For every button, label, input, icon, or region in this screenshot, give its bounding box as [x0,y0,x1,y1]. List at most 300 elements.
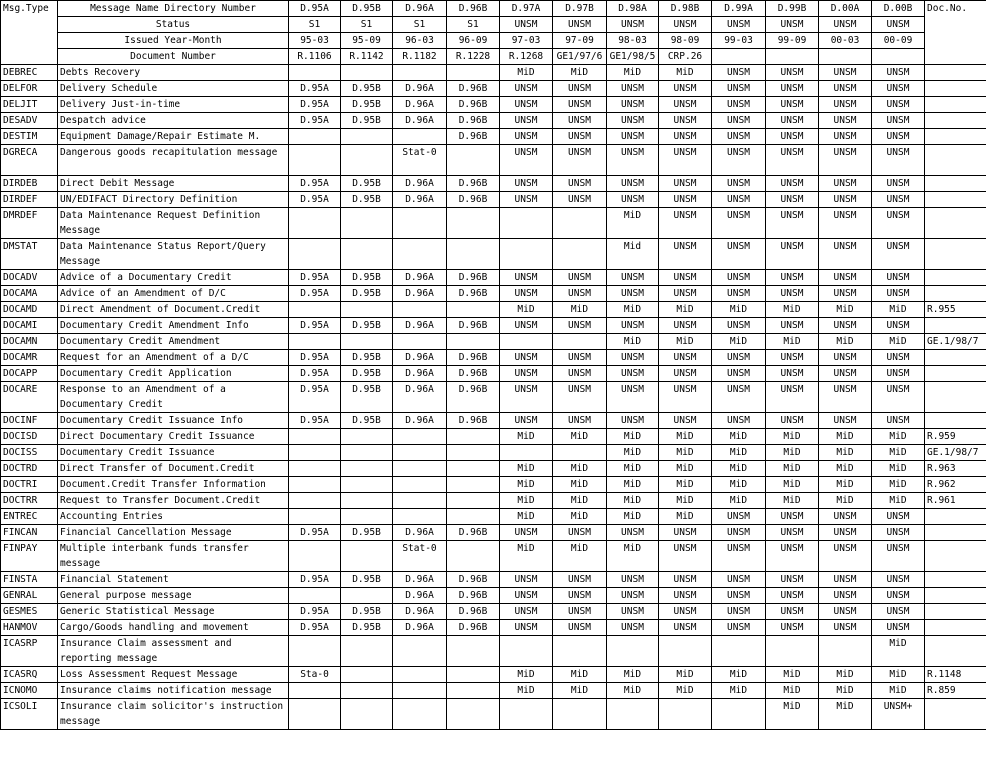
status-cell [447,509,500,525]
status-cell: UNSM [872,192,925,208]
status-cell: UNSM [712,239,766,270]
status-cell [393,667,447,683]
status-cell: UNSM [659,620,712,636]
status-cell: MiD [607,208,659,239]
status-cell: UNSM [659,525,712,541]
status-cell: UNSM [500,525,553,541]
status-cell: MiD [500,493,553,509]
status-cell: UNSM [766,509,819,525]
status-cell: UNSM [872,541,925,572]
header-cell: 98-03 [607,33,659,49]
status-cell: MiD [819,493,872,509]
status-cell [500,334,553,350]
status-cell [447,541,500,572]
status-cell: UNSM [607,604,659,620]
status-cell: UNSM [819,176,872,192]
msg-type-cell: GESMES [1,604,58,620]
table-row [1,572,986,588]
table-row [1,97,986,113]
status-cell: D.95A [289,286,341,302]
status-cell: MiD [872,461,925,477]
status-cell: UNSM [712,192,766,208]
status-cell: UNSM [659,239,712,270]
status-cell: UNSM [819,129,872,145]
status-cell: D.96A [393,286,447,302]
status-cell: D.95B [341,192,393,208]
status-cell: D.96B [447,270,500,286]
status-cell: UNSM [712,541,766,572]
status-cell: UNSM [607,525,659,541]
status-cell [712,699,766,730]
status-cell: UNSM [712,286,766,302]
table-row [1,366,986,382]
status-cell [289,477,341,493]
status-cell: MiD [819,334,872,350]
doc-no-cell [925,572,986,588]
status-cell [447,302,500,318]
status-cell: UNSM [607,572,659,588]
status-cell: UNSM [819,604,872,620]
status-cell: UNSM [659,604,712,620]
status-cell [341,683,393,699]
msg-type-cell: FINCAN [1,525,58,541]
status-cell: UNSM [500,145,553,176]
status-cell: D.95B [341,113,393,129]
status-cell: UNSM [766,192,819,208]
status-cell: UNSM [553,604,607,620]
status-cell: D.95A [289,318,341,334]
header-cell: 98-09 [659,33,712,49]
status-cell: UNSM [659,413,712,429]
header-cell: GE1/97/6 [553,49,607,65]
status-cell [447,445,500,461]
status-cell: D.96A [393,270,447,286]
status-cell: UNSM [819,525,872,541]
status-cell: UNSM [500,382,553,413]
status-cell: MiD [553,461,607,477]
status-cell: UNSM [553,270,607,286]
msg-type-cell: DOCTRI [1,477,58,493]
status-cell: MiD [553,493,607,509]
status-cell [553,208,607,239]
status-cell: MiD [500,461,553,477]
status-cell: UNSM [659,382,712,413]
status-cell: MiD [659,683,712,699]
status-cell: UNSM [712,145,766,176]
status-cell: D.95B [341,366,393,382]
message-name-cell: Cargo/Goods handling and movement [58,620,289,636]
status-cell: D.96A [393,604,447,620]
header-cell: 97-03 [500,33,553,49]
header-cell: 99-09 [766,33,819,49]
status-cell: MiD [819,461,872,477]
msg-type-cell: DESTIM [1,129,58,145]
message-name-cell: Direct Transfer of Document.Credit [58,461,289,477]
doc-no-cell [925,525,986,541]
status-cell [393,239,447,270]
table-row [1,636,986,667]
status-cell: UNSM [659,270,712,286]
status-cell: D.96B [447,350,500,366]
status-cell [341,208,393,239]
header-cell: D.00A [819,1,872,17]
status-cell: UNSM [872,413,925,429]
message-name-cell: Generic Statistical Message [58,604,289,620]
status-cell [289,334,341,350]
status-cell: D.95B [341,350,393,366]
status-cell: MiD [500,302,553,318]
status-cell [393,302,447,318]
message-name-cell: Despatch advice [58,113,289,129]
status-cell: D.96B [447,604,500,620]
message-name-cell: Response to an Amendment of a Documentary Credit [58,382,289,413]
status-cell: UNSM [659,81,712,97]
status-cell: D.96A [393,366,447,382]
status-cell: MiD [607,445,659,461]
table-row [1,477,986,493]
status-cell [393,429,447,445]
status-cell: D.96A [393,176,447,192]
header-cell: R.1106 [289,49,341,65]
message-name-cell: Documentary Credit Issuance [58,445,289,461]
status-cell [447,683,500,699]
status-cell: MiD [819,429,872,445]
status-cell: UNSM [872,588,925,604]
status-cell: MiD [500,429,553,445]
message-name-cell: Documentary Credit Amendment [58,334,289,350]
status-cell: UNSM [607,413,659,429]
status-cell: UNSM [766,208,819,239]
status-cell [500,699,553,730]
status-cell [553,445,607,461]
status-cell: MiD [659,445,712,461]
header-cell: UNSM [872,17,925,33]
status-cell: UNSM [819,65,872,81]
status-cell: UNSM [766,350,819,366]
status-cell: D.96B [447,286,500,302]
status-cell: MiD [553,429,607,445]
status-cell: D.96A [393,588,447,604]
doc-no-cell [925,541,986,572]
status-cell: D.95A [289,525,341,541]
status-cell [447,636,500,667]
status-cell: MiD [607,65,659,81]
status-cell: UNSM [712,270,766,286]
status-cell [447,334,500,350]
status-cell: D.96B [447,318,500,334]
status-cell: UNSM [819,509,872,525]
status-cell: UNSM [500,604,553,620]
message-name-cell: Insurance claims notification message [58,683,289,699]
status-cell [341,65,393,81]
status-cell: D.95A [289,366,341,382]
status-cell: UNSM [500,192,553,208]
status-cell: UNSM [659,208,712,239]
status-cell [607,699,659,730]
status-cell: MiD [712,461,766,477]
table-row [1,604,986,620]
status-cell [289,636,341,667]
status-cell [289,683,341,699]
msg-type-cell: ICASRP [1,636,58,667]
status-cell: UNSM [872,620,925,636]
status-cell: MiD [712,683,766,699]
status-cell: MiD [766,699,819,730]
status-cell: UNSM [819,572,872,588]
status-cell [341,541,393,572]
status-cell [659,699,712,730]
header-cell: UNSM [766,17,819,33]
status-cell: UNSM [766,604,819,620]
status-cell [289,208,341,239]
msg-type-cell: GENRAL [1,588,58,604]
status-cell [393,683,447,699]
header-cell: 00-09 [872,33,925,49]
header-row [1,49,986,65]
status-cell: MiD [607,302,659,318]
table-row [1,588,986,604]
header-row-label: Status [58,17,289,33]
status-cell [393,208,447,239]
doc-no-cell: R.963 [925,461,986,477]
status-cell: UNSM [659,286,712,302]
status-cell: MiD [712,493,766,509]
status-cell: MiD [659,65,712,81]
header-cell: D.96A [393,1,447,17]
msg-type-cell: DOCTRD [1,461,58,477]
header-cell: 96-09 [447,33,500,49]
status-cell: UNSM [766,239,819,270]
doc-no-cell: R.962 [925,477,986,493]
status-cell: MiD [766,302,819,318]
status-cell: UNSM [819,81,872,97]
status-cell: UNSM [872,129,925,145]
status-cell: D.95A [289,382,341,413]
status-cell: MiD [553,509,607,525]
msg-type-cell: DMRDEF [1,208,58,239]
header-cell: D.95B [341,1,393,17]
status-cell [393,65,447,81]
status-cell [341,445,393,461]
msg-type-cell: DIRDEF [1,192,58,208]
status-cell: MiD [659,461,712,477]
header-cell: D.96B [447,1,500,17]
message-name-cell: Debts Recovery [58,65,289,81]
status-cell: UNSM [819,541,872,572]
header-cell: UNSM [500,17,553,33]
status-cell [289,239,341,270]
table-row [1,509,986,525]
doc-no-cell [925,176,986,192]
header-cell: UNSM [659,17,712,33]
header-cell: 99-03 [712,33,766,49]
status-cell [341,699,393,730]
status-cell: UNSM [553,145,607,176]
status-cell: UNSM [712,604,766,620]
header-cell: 95-03 [289,33,341,49]
status-cell: MiD [500,541,553,572]
msg-type-cell: DOCINF [1,413,58,429]
msg-type-cell: DOCTRR [1,493,58,509]
status-cell: UNSM [553,129,607,145]
status-cell: MiD [766,429,819,445]
table-row [1,208,986,239]
header-cell: UNSM [607,17,659,33]
doc-no-cell [925,413,986,429]
status-cell: UNSM [607,350,659,366]
msg-type-cell: DIRDEB [1,176,58,192]
status-cell: MiD [607,667,659,683]
status-cell: MiD [819,302,872,318]
status-cell: UNSM [766,541,819,572]
status-cell: MiD [607,334,659,350]
status-cell: UNSM [553,350,607,366]
status-cell: D.96A [393,413,447,429]
status-cell: MiD [607,477,659,493]
status-cell [553,636,607,667]
status-cell: UNSM [712,350,766,366]
status-cell: UNSM [819,286,872,302]
table-row [1,493,986,509]
message-name-cell: Request for an Amendment of a D/C [58,350,289,366]
message-name-cell: Document.Credit Transfer Information [58,477,289,493]
status-cell: UNSM [607,588,659,604]
status-cell: UNSM [819,97,872,113]
status-cell: MiD [819,445,872,461]
header-cell: R.1182 [393,49,447,65]
msg-type-cell: ICSOLI [1,699,58,730]
doc-no-cell [925,145,986,176]
status-cell [289,129,341,145]
status-cell [393,461,447,477]
status-cell: D.96A [393,81,447,97]
header-cell: R.1228 [447,49,500,65]
status-cell [447,208,500,239]
doc-no-cell [925,382,986,413]
msg-type-cell: DOCAMA [1,286,58,302]
status-cell: MiD [607,493,659,509]
status-cell: UNSM [607,145,659,176]
doc-no-cell [925,699,986,730]
status-cell [447,461,500,477]
status-cell: UNSM [819,192,872,208]
msg-type-cell: DOCARE [1,382,58,413]
status-cell: MiD [766,445,819,461]
status-cell: UNSM [553,572,607,588]
header-cell [766,49,819,65]
status-cell: D.95B [341,620,393,636]
status-cell [341,461,393,477]
status-cell: D.95A [289,572,341,588]
status-cell: UNSM [712,382,766,413]
message-name-cell: Documentary Credit Amendment Info [58,318,289,334]
table-row [1,270,986,286]
doc-no-cell [925,113,986,129]
status-cell [447,493,500,509]
status-cell [553,699,607,730]
status-cell [341,302,393,318]
status-cell [341,429,393,445]
header-cell: D.97B [553,1,607,17]
doc-no-cell: R.859 [925,683,986,699]
status-cell: UNSM [872,350,925,366]
status-cell: UNSM [553,81,607,97]
status-cell: UNSM [872,145,925,176]
status-cell: MiD [553,477,607,493]
status-cell: MiD [607,541,659,572]
status-cell: UNSM [872,270,925,286]
message-name-cell: General purpose message [58,588,289,604]
status-cell [289,699,341,730]
table-row [1,318,986,334]
status-cell: UNSM [607,81,659,97]
status-cell: MiD [872,636,925,667]
status-cell: MiD [607,461,659,477]
status-cell: UNSM [607,286,659,302]
status-cell: MiD [500,65,553,81]
table-row [1,176,986,192]
header-cell: 96-03 [393,33,447,49]
status-cell: D.96A [393,620,447,636]
status-cell [341,493,393,509]
status-cell: UNSM [659,176,712,192]
status-cell: UNSM [553,620,607,636]
status-cell: UNSM [712,525,766,541]
header-cell: 97-09 [553,33,607,49]
status-cell: UNSM [712,318,766,334]
status-cell: Stat-0 [393,541,447,572]
doc-no-cell [925,81,986,97]
message-name-cell: Request to Transfer Document.Credit [58,493,289,509]
status-cell [500,636,553,667]
status-cell: UNSM [553,588,607,604]
status-cell: MiD [712,667,766,683]
message-name-cell: UN/EDIFACT Directory Definition [58,192,289,208]
status-cell: UNSM [607,382,659,413]
status-cell: MiD [500,477,553,493]
status-cell: UNSM [607,97,659,113]
status-cell: UNSM [607,113,659,129]
status-cell: UNSM [766,81,819,97]
status-cell: UNSM [500,318,553,334]
doc-no-cell [925,509,986,525]
status-cell [447,477,500,493]
status-cell [341,667,393,683]
doc-no-cell: R.961 [925,493,986,509]
status-cell: D.95B [341,604,393,620]
doc-no-cell [925,129,986,145]
status-cell: D.95A [289,620,341,636]
status-cell: UNSM [553,192,607,208]
message-name-cell: Advice of an Amendment of D/C [58,286,289,302]
msg-type-cell: DOCAPP [1,366,58,382]
status-cell: D.95A [289,350,341,366]
doc-no-cell [925,318,986,334]
status-cell: UNSM [872,239,925,270]
status-cell: MiD [553,541,607,572]
status-cell: UNSM [766,129,819,145]
status-cell: D.95A [289,81,341,97]
status-cell: UNSM [712,208,766,239]
status-cell: UNSM [872,318,925,334]
status-cell: MiD [500,509,553,525]
status-cell: UNSM [766,366,819,382]
doc-no-cell: GE.1/98/7 [925,334,986,350]
status-cell: UNSM [872,208,925,239]
msg-type-cell: DOCAMR [1,350,58,366]
status-cell: MiD [819,477,872,493]
status-cell: UNSM [500,366,553,382]
